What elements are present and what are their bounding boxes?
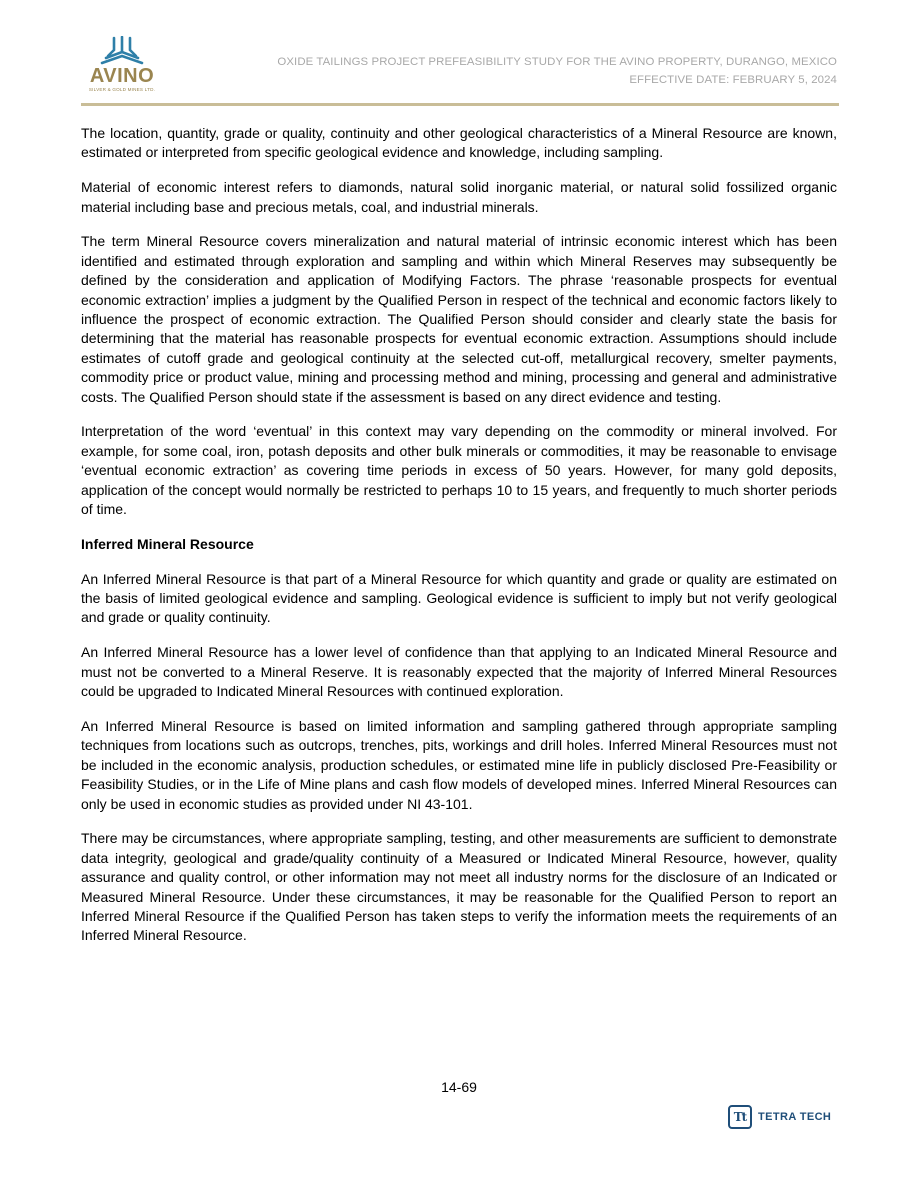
- paragraph: An Inferred Mineral Resource has a lower level of confidence than that applying to an Indicated Mineral Resource and must not be converted to a Mineral Reserve. It is reasonably expected that the majority of Inferred Mineral Resources could be upgraded to Indicated Mineral Resources with continued exploration.: [81, 644, 837, 700]
- tetra-tech-logo: [728, 1104, 831, 1130]
- avino-emblem-icon: [84, 36, 160, 66]
- document-title: OXIDE TAILINGS PROJECT PREFEASIBILITY STUDY FOR THE AVINO PROPERTY, DURANGO, MEXICO: [277, 56, 837, 68]
- paragraph: The location, quantity, grade or quality, continuity and other geological characteristics of a Mineral Resource are known, estimated or interpreted from specific geological evidence and knowledge, including sampling.: [81, 125, 837, 161]
- paragraph: The term Mineral Resource covers mineralization and natural material of intrinsic economic interest which has been identified and estimated through exploration and sampling and within which Mineral Reserves may subsequently be defined by the consideration and application of Modifying Factors. The phrase ‘reasonable prospects for eventual economic extraction’ implies a judgment by the Qualified Person in respect of the technical and economic factors likely to influence the prospect of economic extraction. The Qualified Person should consider and clearly state the basis for determining that the material has reasonable prospects for eventual economic extraction. Assumptions should include estimates of cutoff grade and geological continuity at the selected cut-off, metallurgical recovery, smelter payments, commodity price or product value, mining and processing method and mining, processing and general and administrative costs. The Qualified Person should state if the assessment is based on any direct evidence and testing.: [81, 233, 837, 405]
- effective-date: EFFECTIVE DATE: FEBRUARY 5, 2024: [629, 74, 837, 86]
- tetra-tech-wordmark: TETRA TECH: [758, 1111, 832, 1123]
- page-number: 14-69: [441, 1079, 477, 1095]
- paragraph: Interpretation of the word ‘eventual’ in this context may vary depending on the commodity or mineral involved. For example, for some coal, iron, potash deposits and other bulk minerals or commodities, it may be reasonable to envisage ‘eventual economic extraction’ as covering time periods in excess of 50 years. However, for many gold deposits, application of the concept would normally be restricted to perhaps 10 to 15 years, and frequently to much shorter periods of time.: [81, 423, 837, 518]
- header-divider: [81, 103, 839, 106]
- paragraph: An Inferred Mineral Resource is based on limited information and sampling gathered through appropriate sampling techniques from locations such as outcrops, trenches, pits, workings and drill holes. Inferred Mineral Resources must not be included in the economic analysis, production schedules, or estimated mine life in publicly disclosed Pre-Feasibility or Feasibility Studies, or in the Life of Mine plans and cash flow models of developed mines. Inferred Mineral Resources can only be used in economic studies as provided under NI 43-101.: [81, 717, 837, 812]
- tetra-tech-mark-icon: Tt: [728, 1105, 752, 1129]
- paragraph: There may be circumstances, where appropriate sampling, testing, and other measurements are sufficient to demonstrate data integrity, geological and grade/quality continuity of a Measured or Indicated Mineral Resource, however, quality assurance and quality control, or other information may not meet all industry norms for the disclosure of an Indicated or Measured Mineral Resource. Under these circumstances, it may be reasonable for the Qualified Person to report an Inferred Mineral Resource if the Qualified Person has taken steps to verify the information meets the requirements of an Inferred Mineral Resource.: [81, 830, 837, 944]
- section-heading: Inferred Mineral Resource: [81, 535, 254, 552]
- paragraph: Material of economic interest refers to diamonds, natural solid inorganic material, or natural solid fossilized organic material including base and precious metals, coal, and industrial minerals.: [81, 179, 837, 215]
- avino-logo: [84, 36, 160, 98]
- paragraph: An Inferred Mineral Resource is that part of a Mineral Resource for which quantity and grade or quality are estimated on the basis of limited geological evidence and sampling. Geological evidence is sufficient to imply but not verify geological and grade or quality continuity.: [81, 570, 837, 626]
- document-body: [81, 124, 837, 961]
- avino-logo-tagline: SILVER & GOLD MINES LTD.: [88, 87, 156, 92]
- avino-logo-wordmark: AVINO: [89, 65, 155, 87]
- document-header: [277, 53, 837, 89]
